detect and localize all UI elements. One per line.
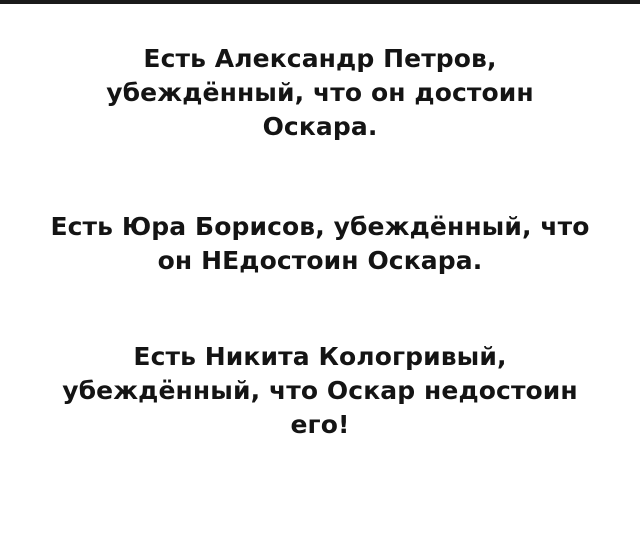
joke-line-3-text: Есть Никита Кологривый, убеждённый, что Оскар недостоин его! xyxy=(62,342,578,439)
top-border-bar xyxy=(0,0,640,4)
joke-line-1-text: Есть Александр Петров, убеждённый, что он достоин Оскара. xyxy=(106,44,534,141)
text-block-3 xyxy=(50,340,590,442)
joke-line-2-text: Есть Юра Борисов, убеждённый, что он НЕдостоин Оскара. xyxy=(50,212,590,275)
text-block-2 xyxy=(50,210,590,278)
text-block-1 xyxy=(50,42,590,144)
